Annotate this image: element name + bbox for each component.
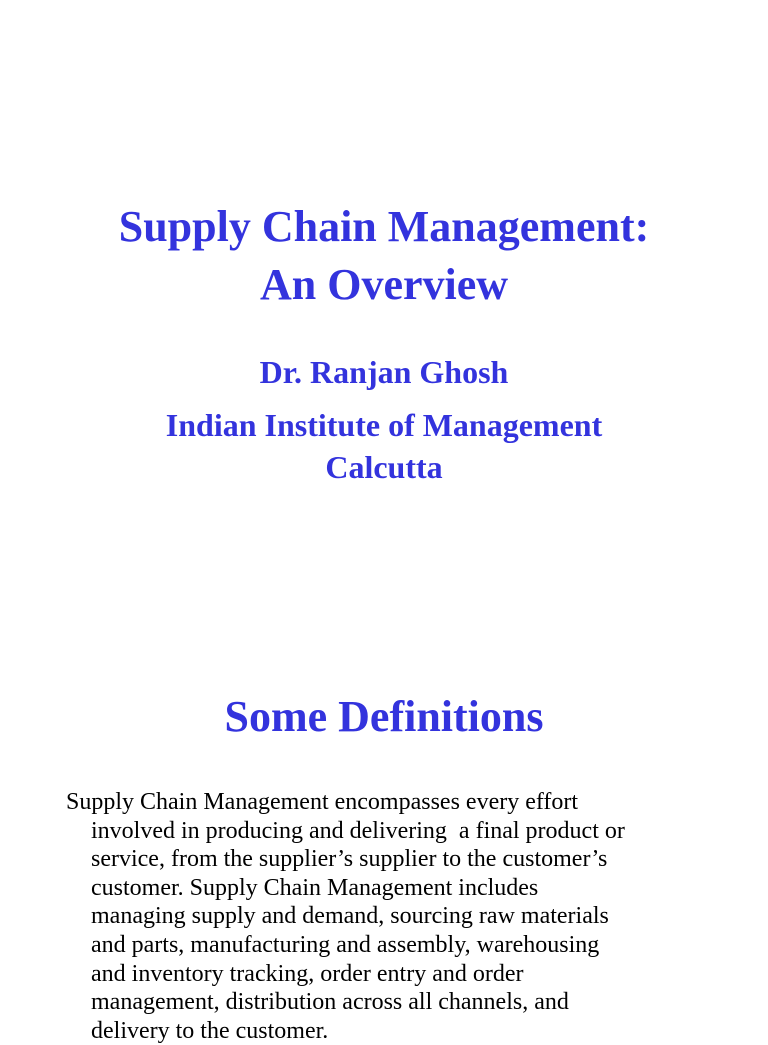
author-affiliation [0,404,768,488]
definition-line: management, distribution across all channels, and [91,989,569,1016]
slide-title-line-2: An Overview [259,260,509,309]
definition-line: and parts, manufacturing and assembly, warehousing [91,931,600,958]
slide-title-line-1: Supply Chain Management: [118,202,650,251]
definition-line: delivery to the customer. [91,1017,329,1044]
definition-line: and inventory tracking, order entry and order [91,960,524,987]
affiliation-line-1: Indian Institute of Management [165,407,603,443]
definition-paragraph [66,788,716,1045]
author-name: Dr. Ranjan Ghosh [259,354,509,390]
definition-line: managing supply and demand, sourcing raw materials [91,903,609,930]
definition-line: involved in producing and delivering a final product or [91,817,625,844]
affiliation-line-2: Calcutta [325,449,443,485]
definition-line: customer. Supply Chain Management includes [91,874,539,901]
definition-line: Supply Chain Management encompasses every effort [66,789,579,815]
slide-title [0,198,768,314]
definition-line: service, from the supplier’s supplier to the customer’s [91,846,608,873]
section-heading: Some Definitions [224,692,544,741]
